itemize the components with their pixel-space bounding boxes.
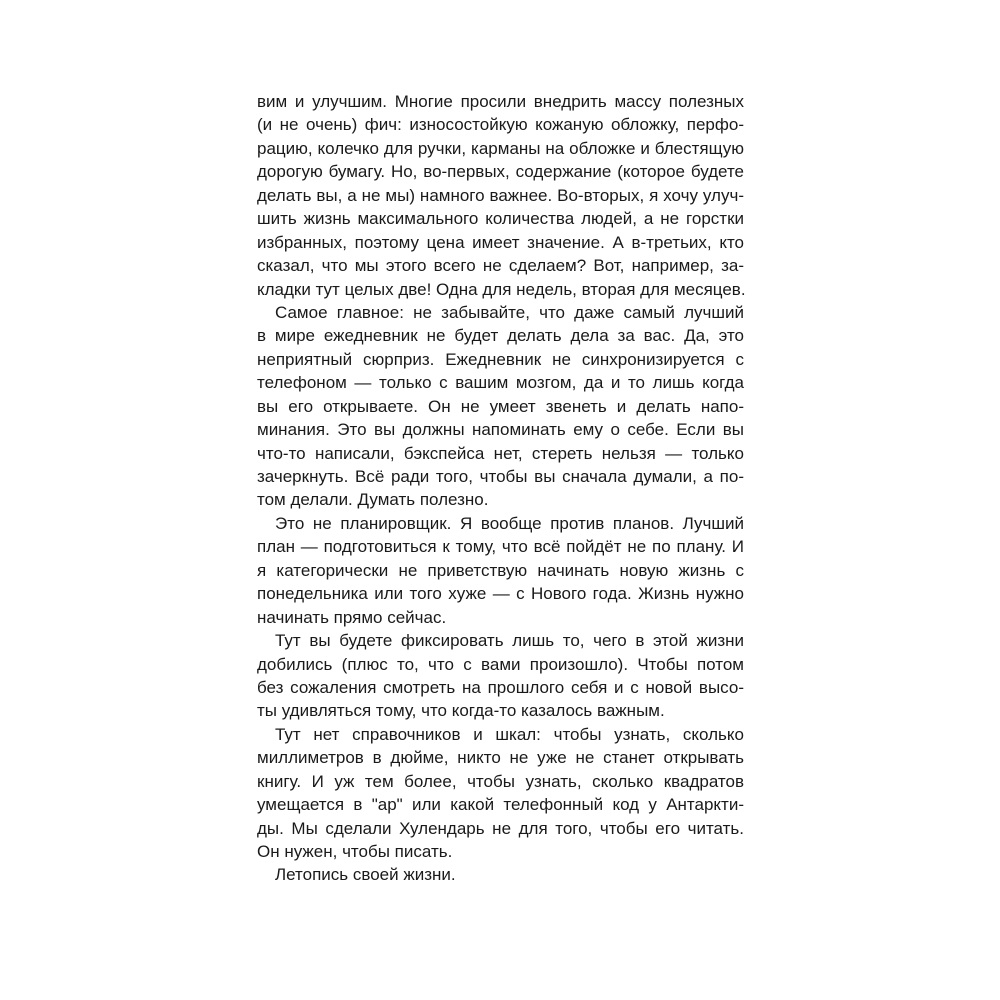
- text-line: ты удивляться тому, что когда-то казалось важным.: [257, 701, 665, 721]
- text-line: минания. Это вы должны напоминать ему о себе. Если вы: [257, 420, 744, 440]
- text-line: вим и улучшим. Многие просили внедрить массу полезных: [257, 92, 744, 111]
- text-line: рацию, колечко для ручки, карманы на обложке и блестящую: [257, 138, 744, 158]
- paragraph: [257, 723, 744, 864]
- text-line: Летопись своей жизни.: [275, 865, 456, 885]
- text-line: понедельника или того хуже — с Нового года. Жизнь нужно: [257, 584, 744, 604]
- paragraph: [257, 512, 744, 629]
- paragraph: [257, 301, 744, 512]
- text-line: добились (плюс то, что с вами произошло). Чтобы потом: [257, 654, 744, 674]
- text-line: Самое главное: не забывайте, что даже самый лучший: [275, 302, 744, 322]
- text-line: неприятный сюрприз. Ежедневник не синхронизируется с: [257, 349, 744, 369]
- text-line: избранных, поэтому цена имеет значение. А в-третьих, кто: [257, 232, 744, 252]
- text-line: без сожаления смотреть на прошлого себя и с новой высо-: [257, 677, 744, 697]
- text-line: ды. Мы сделали Хулендарь не для того, чтобы его читать.: [257, 818, 744, 838]
- text-line: дорогую бумагу. Но, во-первых, содержание (которое будете: [257, 162, 744, 182]
- text-line: в мире ежедневник не будет делать дела за вас. Да, это: [257, 326, 744, 346]
- text-line: Это не планировщик. Я вообще против планов. Лучший: [275, 513, 744, 533]
- text-line: зачеркнуть. Всё ради того, чтобы вы сначала думали, а по-: [257, 467, 744, 486]
- text-line: Тут вы будете фиксировать лишь то, чего в этой жизни: [275, 631, 744, 651]
- paragraph: [257, 863, 744, 886]
- text-line: книгу. И уж тем более, чтобы узнать, сколько квадратов: [257, 771, 744, 791]
- text-line: (и не очень) фич: износостойкую кожаную обложку, перфо-: [257, 115, 744, 135]
- text-line: делать вы, а не мы) намного важнее. Во-вторых, я хочу улуч-: [257, 185, 744, 205]
- document-page: [257, 90, 744, 887]
- text-line: Он нужен, чтобы писать.: [257, 842, 453, 861]
- text-line: начинать прямо сейчас.: [257, 607, 447, 627]
- text-line: кладки тут целых две! Одна для недель, вторая для месяцев.: [257, 279, 746, 299]
- paragraph: [257, 90, 744, 301]
- text-line: вы его открываете. Он не умеет звенеть и делать напо-: [257, 396, 744, 416]
- text-line: умещается в "ар" или какой телефонный код у Антаркти-: [257, 795, 744, 815]
- paragraph: [257, 629, 744, 723]
- text-line: сказал, что мы этого всего не сделаем? Вот, например, за-: [257, 256, 744, 276]
- text-line: я категорически не приветствую начинать новую жизнь с: [257, 560, 744, 580]
- text-line: Тут нет справочников и шкал: чтобы узнать, сколько: [275, 724, 744, 744]
- text-line: миллиметров в дюйме, никто не уже не станет открывать: [257, 748, 744, 768]
- text-line: том делали. Думать полезно.: [257, 490, 489, 510]
- text-line: телефоном — только с вашим мозгом, да и то лишь когда: [257, 373, 744, 393]
- text-line: шить жизнь максимального количества людей, а не горстки: [257, 209, 744, 229]
- text-line: что-то написали, бэкспейса нет, стереть нельзя — только: [257, 443, 744, 463]
- text-line: план — подготовиться к тому, что всё пойдёт не по плану. И: [257, 537, 744, 557]
